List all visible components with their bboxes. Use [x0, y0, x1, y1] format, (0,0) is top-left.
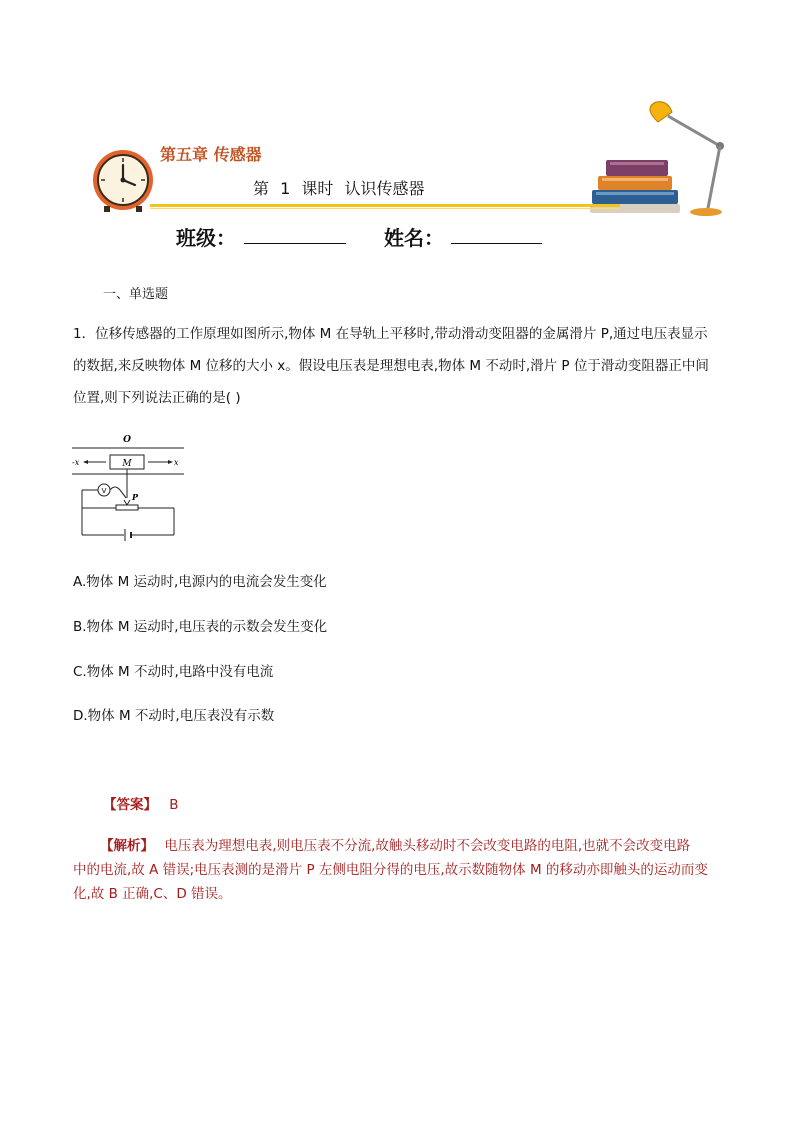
question-line-3: 位置,则下列说法正确的是( ) — [73, 390, 241, 406]
lesson-title: 第 1 课时 认识传感器 — [253, 179, 425, 198]
block-label: M — [122, 459, 132, 469]
option-b[interactable]: B.物体 M 运动时,电压表的示数会发生变化 — [73, 619, 328, 635]
answer-block — [103, 793, 179, 813]
explanation-line-2: 中的电流,故 A 错误;电压表测的是滑片 P 左侧电阻分得的电压,故示数随物体 M 的移动亦即触头的运动而变 — [73, 862, 708, 878]
neg-x-label: -x — [72, 458, 80, 467]
explanation-text-1: 电压表为理想电表,则电压表不分流,故触头移动时不会改变电路的电阻,也就不会改变电路 — [164, 838, 691, 854]
answer-value: B — [169, 797, 179, 813]
question-line-2: 的数据,来反映物体 M 位移的大小 x。假设电压表是理想电表,物体 M 不动时,滑片 P 位于滑动变阻器正中间 — [73, 358, 709, 374]
sensor-circuit-figure — [70, 430, 190, 542]
chapter-title: 第五章 传感器 — [160, 145, 262, 164]
header-rule — [150, 204, 620, 207]
section-title: 一、单选题 — [103, 287, 169, 302]
question-line-1: 1．位移传感器的工作原理如图所示,物体 M 在导轨上平移时,带动滑动变阻器的金属滑片 P,通过电压表显示 — [73, 326, 708, 342]
class-label: 班级： — [176, 226, 236, 250]
header-rule-inner — [150, 208, 620, 209]
voltmeter-label: V — [101, 487, 107, 495]
name-blank[interactable] — [451, 243, 542, 244]
pos-x-label: x — [174, 458, 179, 467]
books-lamp-illustration — [588, 98, 730, 220]
origin-label: O — [123, 435, 131, 445]
answer-tag: 【答案】 — [103, 797, 157, 813]
explanation-line-3: 化,故 B 正确,C、D 错误。 — [73, 886, 232, 902]
slider-label: P — [132, 492, 139, 502]
option-d[interactable]: D.物体 M 不动时,电压表没有示数 — [73, 708, 275, 724]
class-blank[interactable] — [244, 243, 346, 244]
explanation-tag: 【解析】 — [100, 838, 154, 854]
option-a[interactable]: A.物体 M 运动时,电源内的电流会发生变化 — [73, 574, 327, 590]
option-c[interactable]: C.物体 M 不动时,电路中没有电流 — [73, 664, 274, 680]
explanation-line-1 — [100, 834, 690, 854]
name-label: 姓名： — [384, 226, 444, 250]
